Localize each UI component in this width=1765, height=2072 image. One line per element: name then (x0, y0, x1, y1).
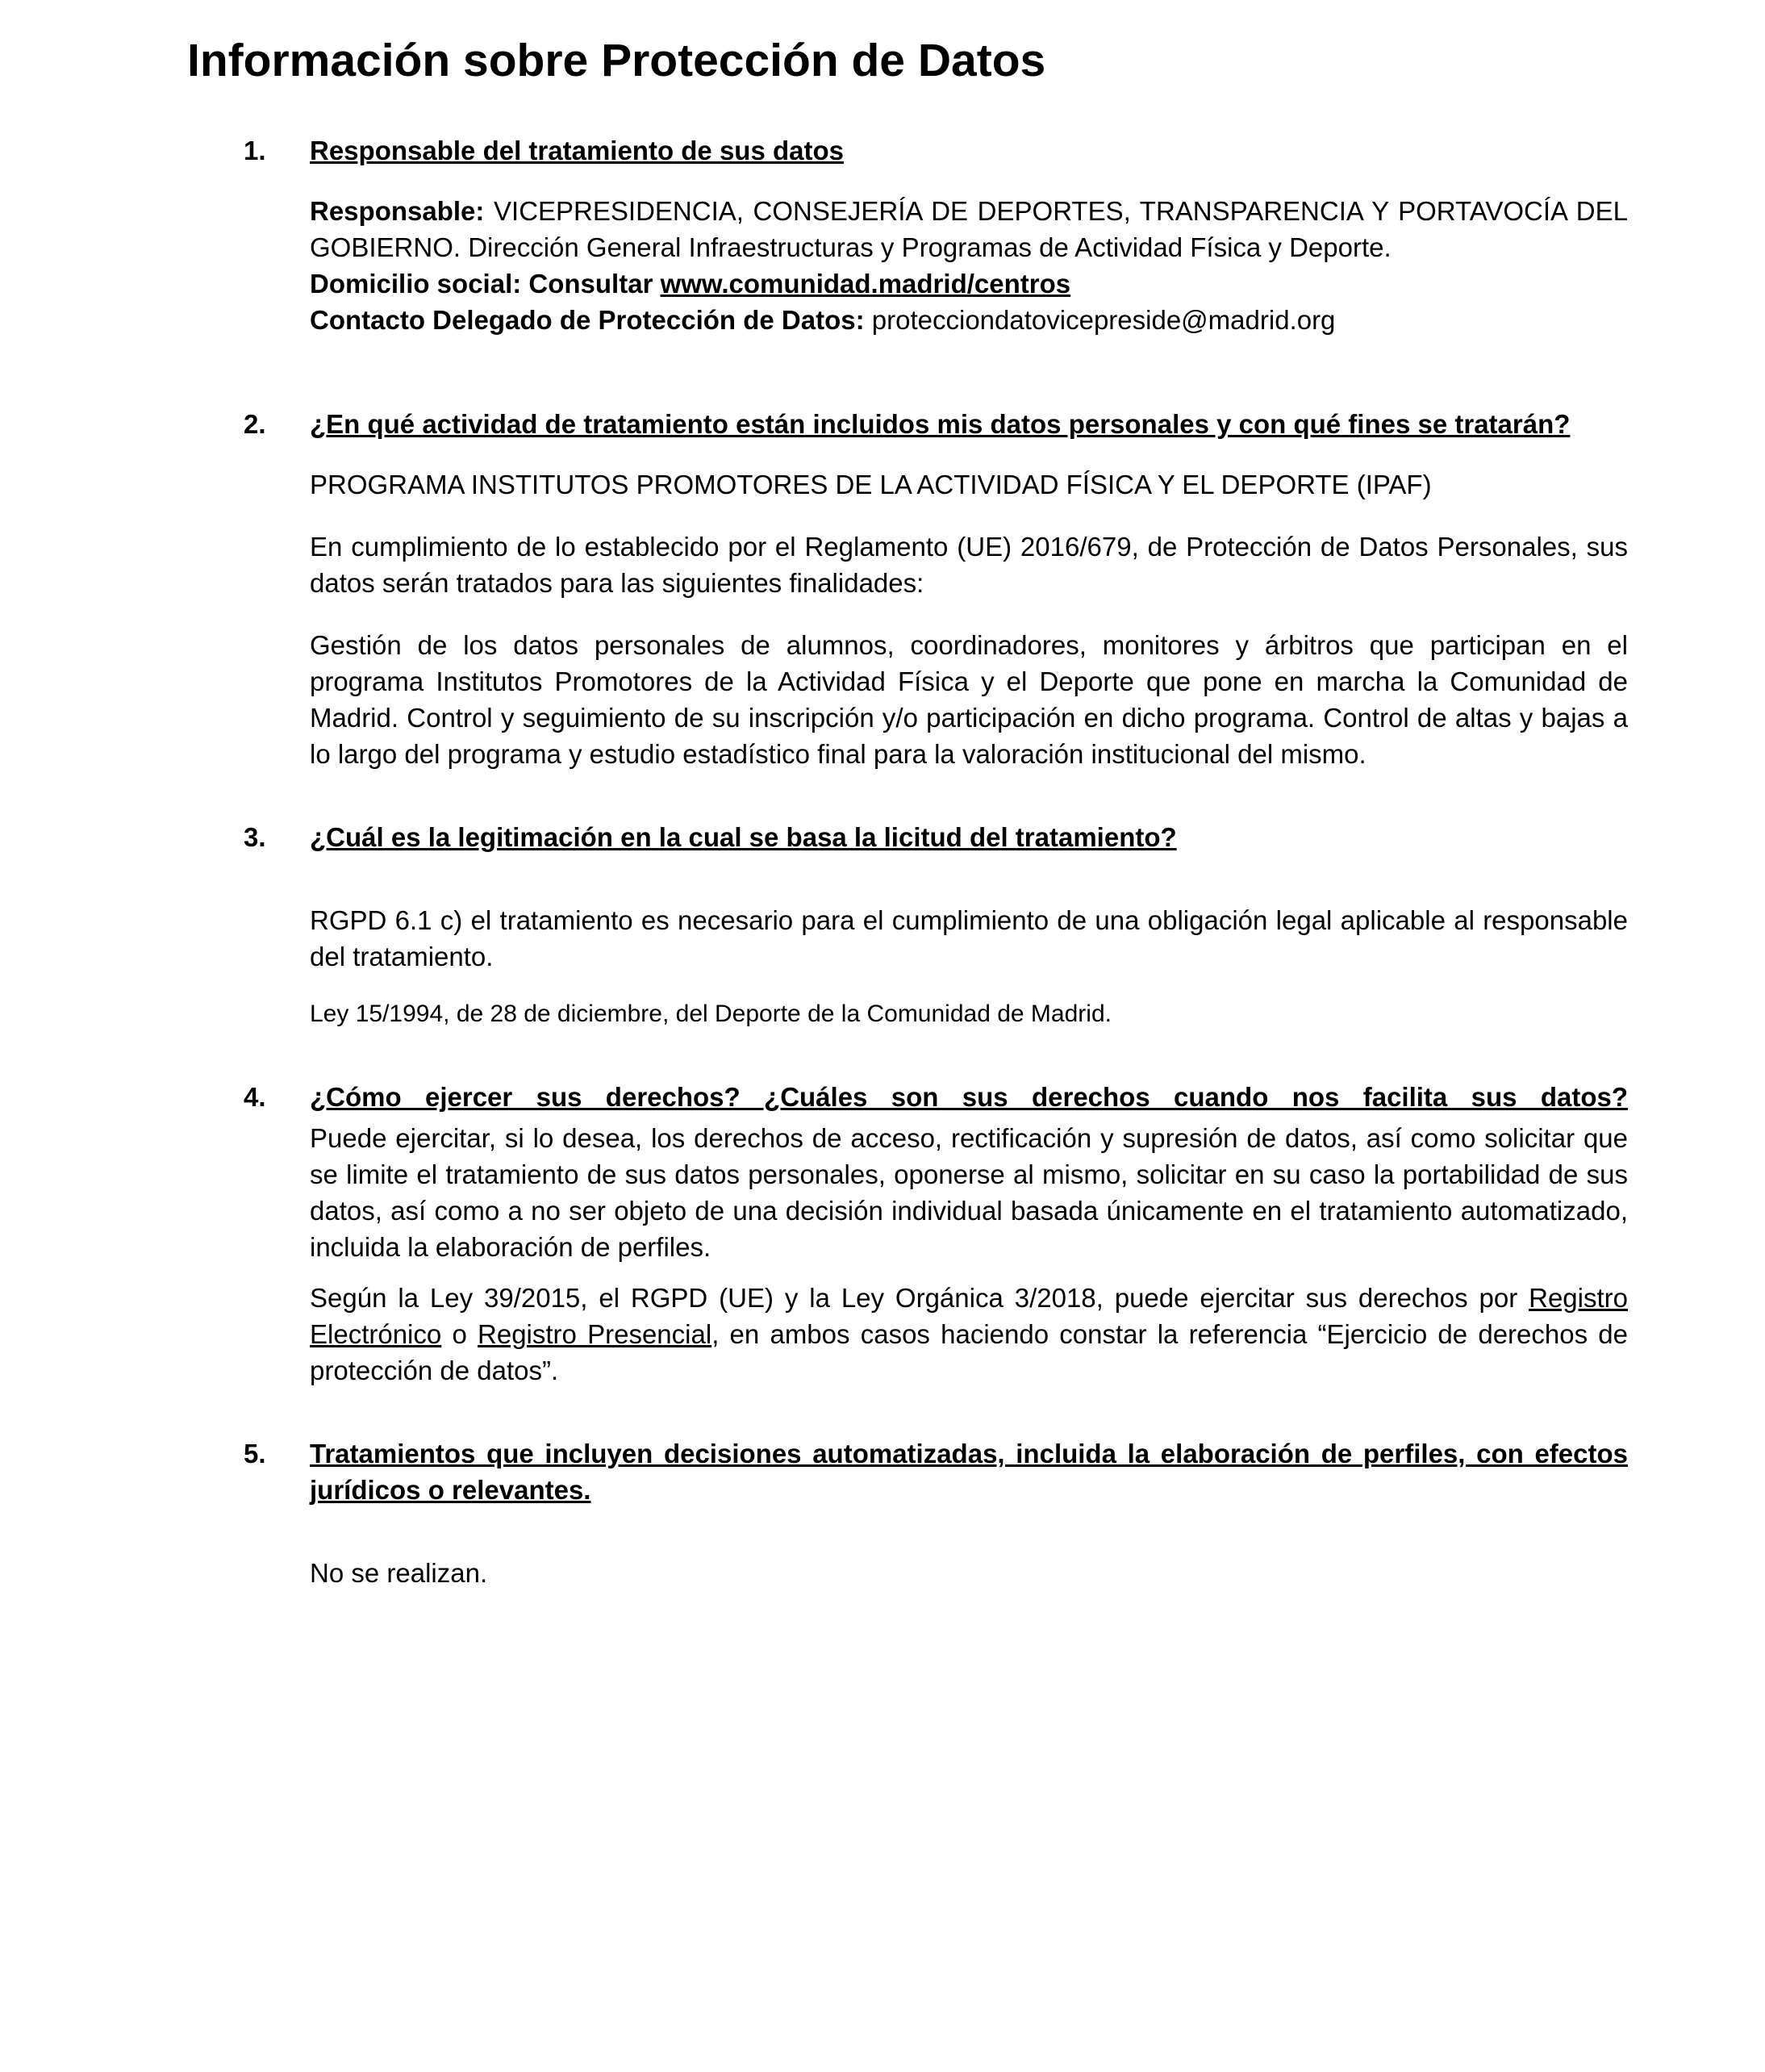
paragraph-registro (310, 1280, 1628, 1389)
domicilio-label: Domicilio social: Consultar (310, 269, 661, 299)
paragraph-gestion: Gestión de los datos personales de alumnos, coordinadores, monitores y árbitros que participan en el programa Institutos Promotores de la Actividad Física y el Deporte que pone en marcha la Comunidad de Madrid. Control y seguimiento de su inscripción y/o participación en dicho programa. Control de altas y bajas a lo largo del programa y estudio estadístico final para la valoración institucional del mismo. (310, 630, 1628, 769)
section-heading: ¿Cómo ejercer sus derechos? ¿Cuáles son sus derechos cuando nos facilita sus datos? (310, 1082, 1628, 1112)
section-number: 3. (244, 822, 266, 852)
registro-text-mid: o (441, 1319, 478, 1349)
section-actividad-tratamiento (187, 406, 1628, 772)
registro-text-end: , en ambos casos haciendo constar la referencia “Ejercicio de derechos de protección de datos”. (310, 1319, 1629, 1385)
paragraph-cumplimiento: En cumplimiento de lo establecido por el Reglamento (UE) 2016/679, de Protección de Datos Personales, sus datos serán tratados para las siguientes finalidades: (310, 532, 1628, 598)
section-heading: ¿En qué actividad de tratamiento están incluidos mis datos personales y con qué fines se tratarán? (310, 409, 1571, 439)
paragraph-contacto (310, 302, 1628, 338)
registro-text-start: Según la Ley 39/2015, el RGPD (UE) y la Ley Orgánica 3/2018, puede ejercitar sus derechos por (310, 1283, 1529, 1313)
section-decisiones-automatizadas (187, 1435, 1628, 1591)
section-responsable (187, 132, 1628, 338)
section-heading: ¿Cuál es la legitimación en la cual se basa la licitud del tratamiento? (310, 822, 1177, 852)
paragraph-no-se-realizan: No se realizan. (310, 1558, 488, 1588)
page-title: Información sobre Protección de Datos (187, 35, 1046, 86)
section-number: 5. (244, 1439, 266, 1468)
section-legitimacion (187, 819, 1628, 1032)
registro-electronico-link[interactable]: Registro Electrónico (310, 1283, 1628, 1349)
section-number: 2. (244, 409, 266, 439)
responsable-label: Responsable: (310, 196, 494, 226)
section-derechos (187, 1079, 1628, 1389)
paragraph-ejercitar: Puede ejercitar, si lo desea, los derechos de acceso, rectificación y supresión de datos, así como solicitar que se limite el tratamiento de sus datos personales, oponerse al mismo, solicitar en su caso la portabilidad de sus datos, así como a no ser objeto de una decisión individual basada únicamente en el tratamiento automatizado, incluida la elaboración de perfiles. (310, 1123, 1628, 1262)
section-number: 1. (244, 136, 266, 165)
paragraph-programa: PROGRAMA INSTITUTOS PROMOTORES DE LA ACTIVIDAD FÍSICA Y EL DEPORTE (IPAF) (310, 470, 1432, 499)
contacto-email-text: protecciondatovicepreside@madrid.org (871, 305, 1336, 335)
responsable-text: VICEPRESIDENCIA, CONSEJERÍA DE DEPORTES, TRANSPARENCIA Y PORTAVOCÍA DEL GOBIERNO. Dirección General Infraestructuras y Programas de Actividad Física y Deporte. (310, 196, 1628, 262)
section-number: 4. (244, 1082, 266, 1112)
law-note: Ley 15/1994, de 28 de diciembre, del Deporte de la Comunidad de Madrid. (310, 1000, 1112, 1027)
paragraph-domicilio (310, 265, 1628, 302)
section-heading: Tratamientos que incluyen decisiones automatizadas, incluida la elaboración de perfiles, con efectos jurídicos o relevantes. (310, 1439, 1628, 1505)
domicilio-link[interactable]: www.comunidad.madrid/centros (660, 269, 1071, 299)
section-heading: Responsable del tratamiento de sus datos (310, 136, 844, 165)
paragraph-rgpd: RGPD 6.1 c) el tratamiento es necesario para el cumplimiento de una obligación legal aplicable al responsable del tratamiento. (310, 905, 1628, 971)
registro-presencial-link[interactable]: Registro Presencial (478, 1319, 712, 1349)
paragraph-responsable (310, 193, 1628, 265)
contacto-label: Contacto Delegado de Protección de Datos: (310, 305, 872, 335)
